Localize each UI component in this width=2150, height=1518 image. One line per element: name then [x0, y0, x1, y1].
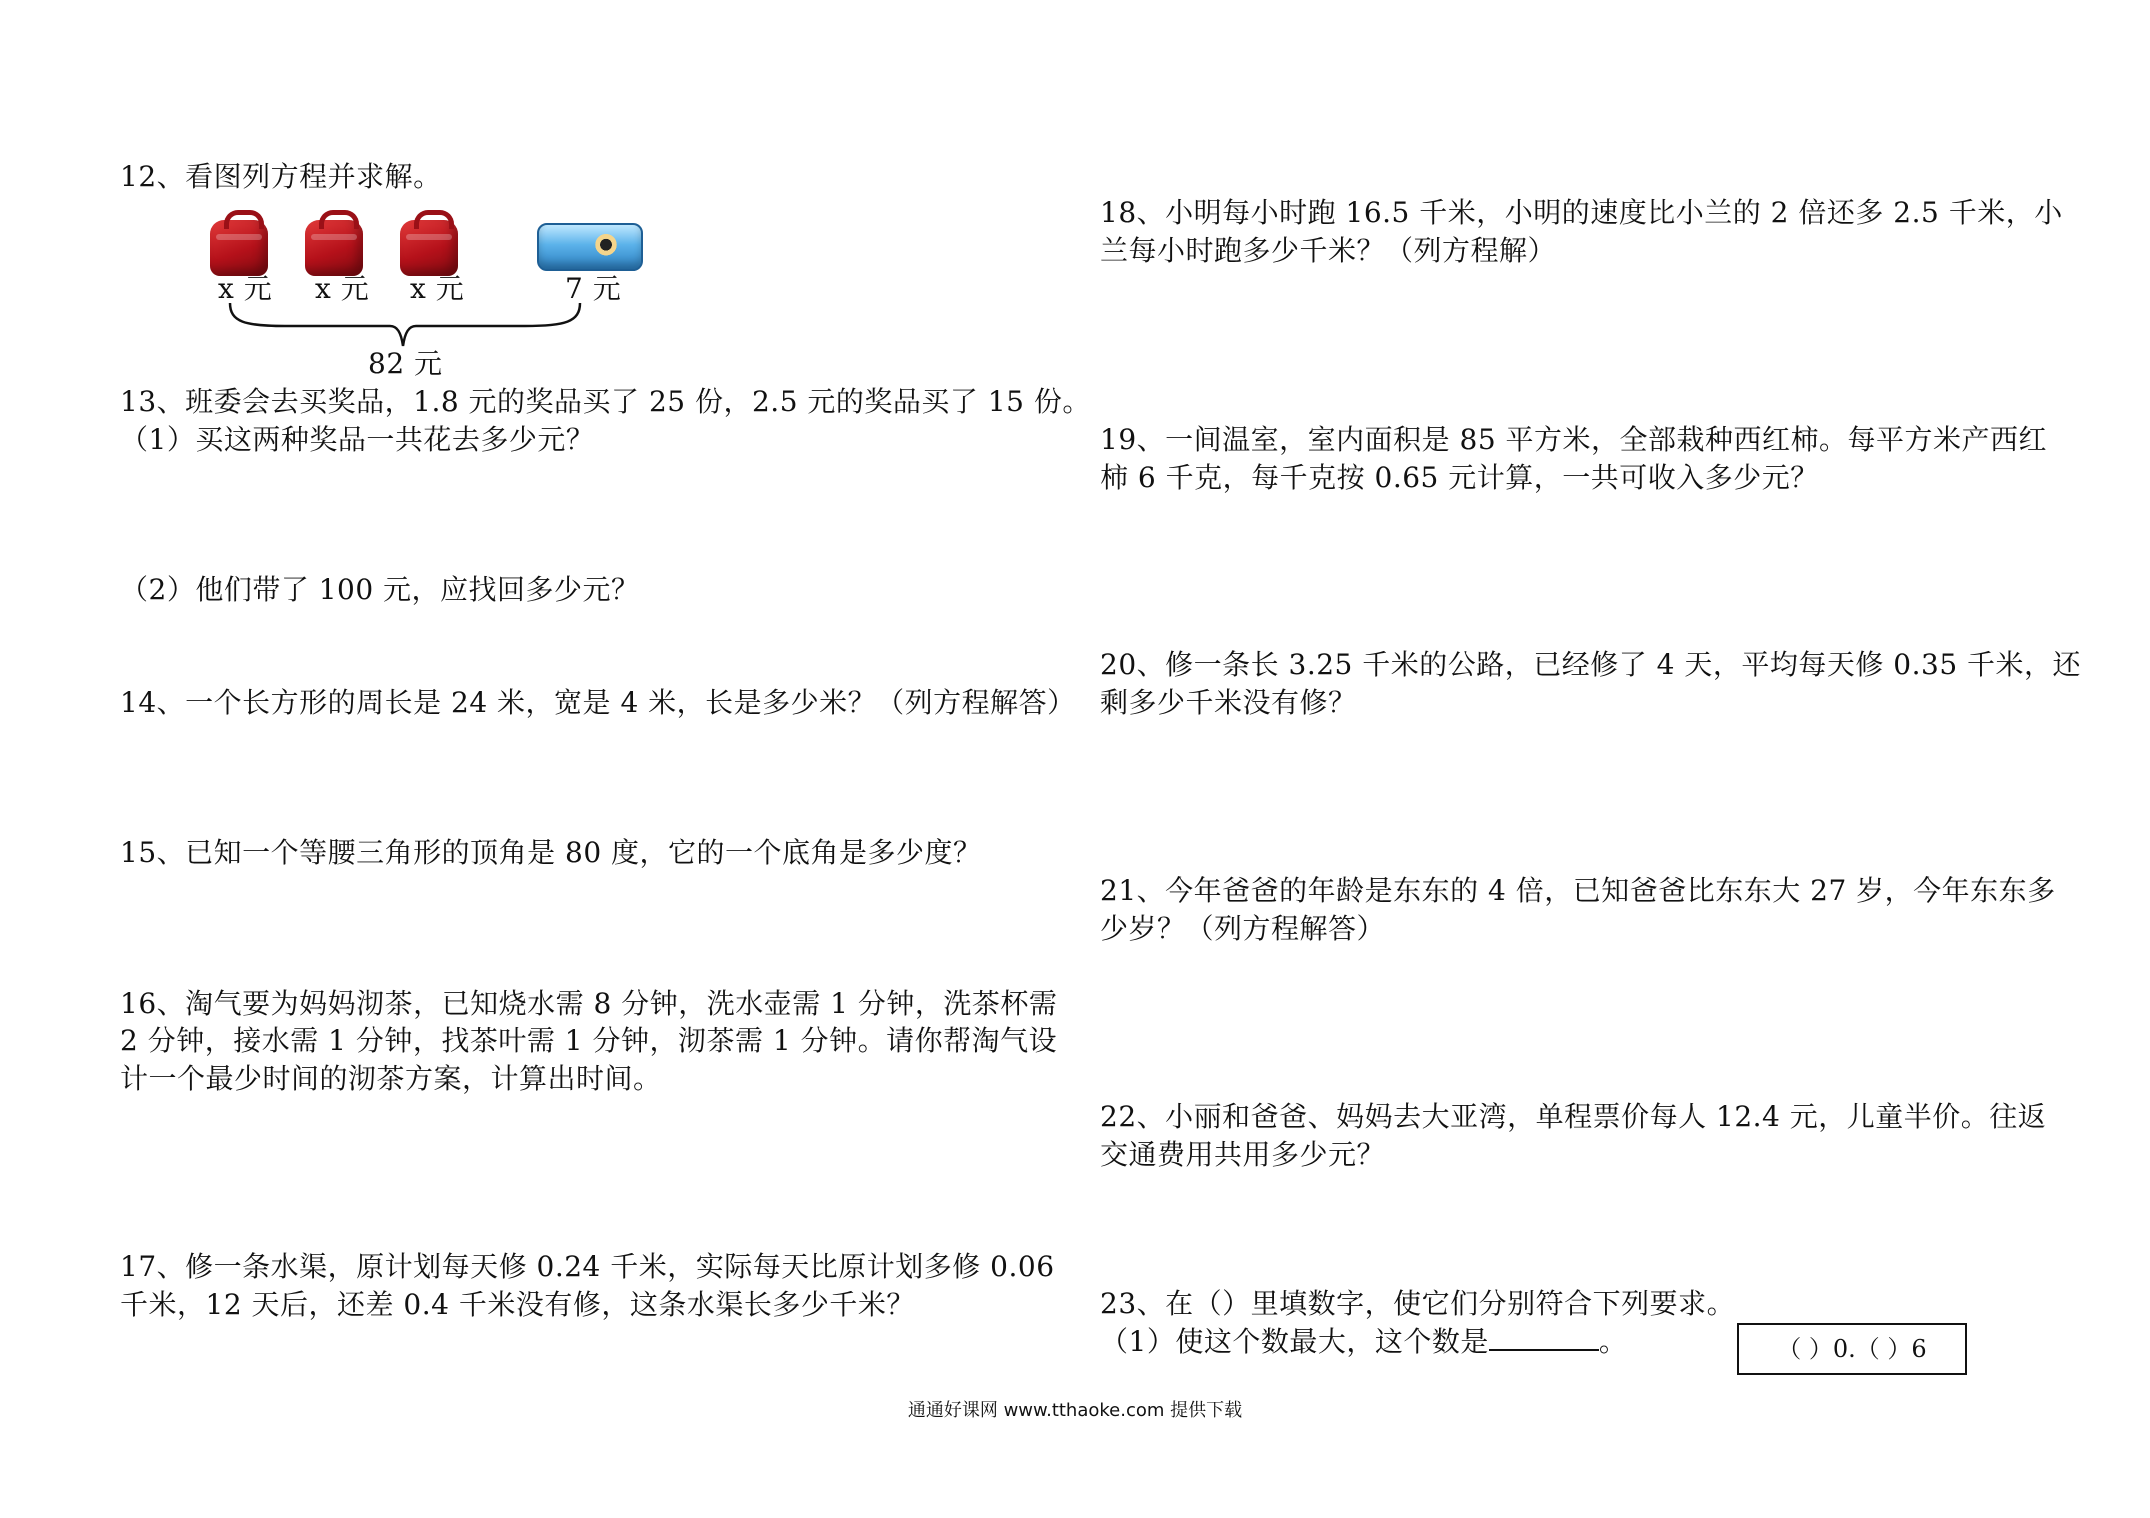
- q13-line1: 13、班委会去买奖品，1.8 元的奖品买了 25 份，2.5 元的奖品买了 15 份。: [120, 385, 1091, 418]
- q16-line2: 2 分钟，接水需 1 分钟，找茶叶需 1 分钟，沏茶需 1 分钟。请你帮淘气设: [120, 1024, 1058, 1057]
- q12-label-3: x 元: [410, 272, 465, 305]
- q21-line2: 少岁？（列方程解答）: [1100, 912, 1386, 945]
- q14-line1: 14、一个长方形的周长是 24 米，宽是 4 米，长是多少米？（列方程解答）: [120, 686, 1076, 719]
- q16-line1: 16、淘气要为妈妈沏茶，已知烧水需 8 分钟，洗水壶需 1 分钟，洗茶杯需: [120, 987, 1058, 1020]
- q13-sub2: （2）他们带了 100 元，应找回多少元？: [120, 573, 640, 606]
- q17-line1: 17、修一条水渠，原计划每天修 0.24 千米，实际每天比原计划多修 0.06: [120, 1250, 1055, 1283]
- q20-line2: 剩多少千米没有修？: [1100, 686, 1357, 719]
- q23-line1: 23、在（）里填数字，使它们分别符合下列要求。: [1100, 1287, 1736, 1320]
- q15-line1: 15、已知一个等腰三角形的顶角是 80 度，它的一个底角是多少度？: [120, 836, 982, 869]
- q23-sub1-text: （1）使这个数最大，这个数是: [1100, 1325, 1489, 1358]
- schoolbag-image-1: [210, 220, 268, 276]
- schoolbag-image-2: [305, 220, 363, 276]
- schoolbag-image-3: [400, 220, 458, 276]
- pencil-case-image: [537, 223, 643, 271]
- q12-label-4: 7 元: [565, 272, 622, 305]
- q22-line1: 22、小丽和爸爸、妈妈去大亚湾，单程票价每人 12.4 元，儿童半价。往返: [1100, 1100, 2047, 1133]
- q12-total-label: 82 元: [368, 347, 443, 380]
- q23-sub1-end: 。: [1598, 1325, 1628, 1358]
- q21-line1: 21、今年爸爸的年龄是东东的 4 倍，已知爸爸比东东大 27 岁，今年东东多: [1100, 874, 2056, 907]
- q23-sub1: [1100, 1323, 1627, 1361]
- curly-brace: [225, 300, 585, 350]
- q13-sub1: （1）买这两种奖品一共花去多少元？: [120, 423, 595, 456]
- footer-credit: 通通好课网 www.tthaoke.com 提供下载: [907, 1400, 1243, 1421]
- q12-title: 12、看图列方程并求解。: [120, 160, 442, 193]
- q12-label-2: x 元: [315, 272, 370, 305]
- q19-line1: 19、一间温室，室内面积是 85 平方米，全部栽种西红柿。每平方米产西红: [1100, 423, 2048, 456]
- q18-line2: 兰每小时跑多少千米？（列方程解）: [1100, 234, 1557, 267]
- q23-number-box: （ ）0.（ ）6: [1737, 1323, 1967, 1375]
- q20-line1: 20、修一条长 3.25 千米的公路，已经修了 4 天，平均每天修 0.35 千米，还: [1100, 648, 2082, 681]
- q18-line1: 18、小明每小时跑 16.5 千米，小明的速度比小兰的 2 倍还多 2.5 千米，小: [1100, 196, 2063, 229]
- q22-line2: 交通费用共用多少元？: [1100, 1138, 1386, 1171]
- q23-answer-blank[interactable]: [1489, 1323, 1599, 1351]
- q12-label-1: x 元: [218, 272, 273, 305]
- q16-line3: 计一个最少时间的沏茶方案，计算出时间。: [120, 1062, 662, 1095]
- q19-line2: 柿 6 千克，每千克按 0.65 元计算，一共可收入多少元？: [1100, 461, 1819, 494]
- q17-line2: 千米，12 天后，还差 0.4 千米没有修，这条水渠长多少千米？: [120, 1288, 915, 1321]
